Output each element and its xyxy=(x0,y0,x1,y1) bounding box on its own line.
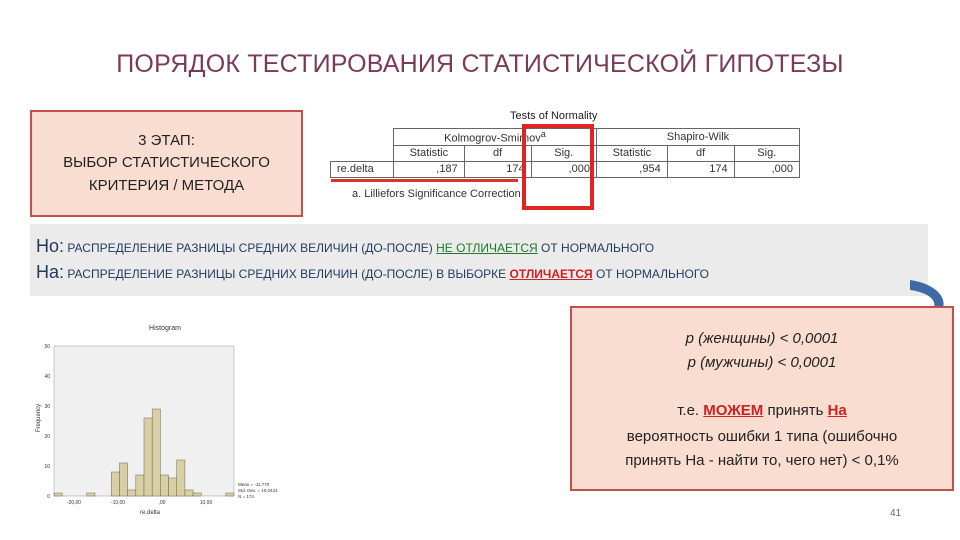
cell: 174 xyxy=(464,161,531,177)
hist-bar xyxy=(226,493,234,496)
alt-hypothesis: На: РАСПРЕДЕЛЕНИЕ РАЗНИЦЫ СРЕДНИХ ВЕЛИЧИН (ДО-ПОСЛЕ) В ВЫБОРКЕ ОТЛИЧАЕТСЯ ОТ НОРМАЛЬНОГО xyxy=(36,262,710,282)
col-header: Statistic xyxy=(393,145,464,161)
cell: ,000 xyxy=(531,161,596,177)
sig-highlight-frame xyxy=(522,124,594,210)
corner-cell xyxy=(331,129,394,146)
hist-bar xyxy=(87,493,95,496)
hist-xtick-label: -10,00 xyxy=(110,500,126,506)
hist-bar xyxy=(177,460,185,496)
page-number: 41 xyxy=(890,508,902,519)
p-women: p (женщины) < 0,0001 xyxy=(685,330,839,347)
stage-box xyxy=(30,110,303,217)
conclusion-line-3: принять На - найти то, чего нет) < 0,1% xyxy=(625,452,899,469)
ha-ref-highlight: На xyxy=(827,402,847,419)
col-header: df xyxy=(667,145,734,161)
col-header: Sig. xyxy=(734,145,799,161)
hist-bar xyxy=(185,490,193,496)
p-men: p (мужчины) < 0,0001 xyxy=(687,354,837,371)
conclusion-line-2: вероятность ошибки 1 типа (ошибочно xyxy=(626,428,898,445)
histogram-chart xyxy=(30,318,310,518)
ha-lead: На: xyxy=(36,262,65,282)
col-header: Statistic xyxy=(596,145,667,161)
hist-bar xyxy=(111,472,119,496)
col-header: df xyxy=(464,145,531,161)
stage-line-3: КРИТЕРИЯ / МЕТОДА xyxy=(88,176,245,194)
can-highlight: МОЖЕМ xyxy=(703,402,764,419)
hist-ytick-label: 30 xyxy=(44,404,50,410)
sw-header: Shapiro-Wilk xyxy=(596,129,799,146)
red-underline xyxy=(331,179,518,182)
conclusion-box xyxy=(570,306,954,491)
hist-bar xyxy=(160,475,168,496)
corner-cell xyxy=(331,145,394,161)
hist-stat-label: N = 174 xyxy=(238,494,254,499)
conclusion-line-1: т.е. МОЖЕМ принять На xyxy=(677,402,847,419)
hist-ytick-label: 0 xyxy=(47,494,50,500)
cell: ,954 xyxy=(596,161,667,177)
ha-highlight: ОТЛИЧАЕТСЯ xyxy=(509,267,593,281)
hist-stat-label: Mean = -11,770 xyxy=(238,482,270,487)
row-label: re.delta xyxy=(331,161,394,177)
cell: ,187 xyxy=(393,161,464,177)
slide-title: ПОРЯДОК ТЕСТИРОВАНИЯ СТАТИСТИЧЕСКОЙ ГИПОТЕЗЫ xyxy=(116,50,844,78)
hist-bar xyxy=(119,463,127,496)
stage-line-2: ВЫБОР СТАТИСТИЧЕСКОГО xyxy=(63,154,270,172)
hist-bar xyxy=(169,478,177,496)
hist-stat-label: Std. Dev. = 10,0424 xyxy=(238,488,278,493)
hist-xtick-label: -20,00 xyxy=(66,500,82,506)
stage-line-1: 3 ЭТАП: xyxy=(138,131,195,149)
hist-ytick-label: 10 xyxy=(44,464,50,470)
hist-xtick-label: ,00 xyxy=(158,500,166,506)
hypotheses-band xyxy=(30,224,928,296)
h0-lead: Но: xyxy=(36,236,65,256)
table-footnote: a. Lilliefors Significance Correction xyxy=(352,188,521,200)
table-title: Tests of Normality xyxy=(510,110,598,122)
hist-ytick-label: 50 xyxy=(44,344,50,350)
hist-title: Histogram xyxy=(149,325,181,332)
hist-ylabel: Frequency xyxy=(36,403,42,433)
null-hypothesis: Но: РАСПРЕДЕЛЕНИЕ РАЗНИЦЫ СРЕДНИХ ВЕЛИЧИН (ДО-ПОСЛЕ) НЕ ОТЛИЧАЕТСЯ ОТ НОРМАЛЬНОГО xyxy=(36,236,655,256)
ks-header: Kolmogrov-Smirnov$^a$ xyxy=(393,129,596,146)
hist-ytick-label: 40 xyxy=(44,374,50,380)
hist-bar xyxy=(193,493,201,496)
h0-highlight: НЕ ОТЛИЧАЕТСЯ xyxy=(436,241,538,255)
hist-xlabel: re.delta xyxy=(139,510,161,516)
hist-bar xyxy=(128,490,136,496)
cell: ,000 xyxy=(734,161,799,177)
cell: 174 xyxy=(667,161,734,177)
hist-ytick-label: 20 xyxy=(44,434,50,440)
hist-xtick-label: 10,00 xyxy=(199,500,213,506)
hist-bar xyxy=(144,418,152,496)
hist-bar xyxy=(152,409,160,496)
hist-bar xyxy=(136,475,144,496)
hist-bar xyxy=(54,493,62,496)
col-header: Sig. xyxy=(531,145,596,161)
